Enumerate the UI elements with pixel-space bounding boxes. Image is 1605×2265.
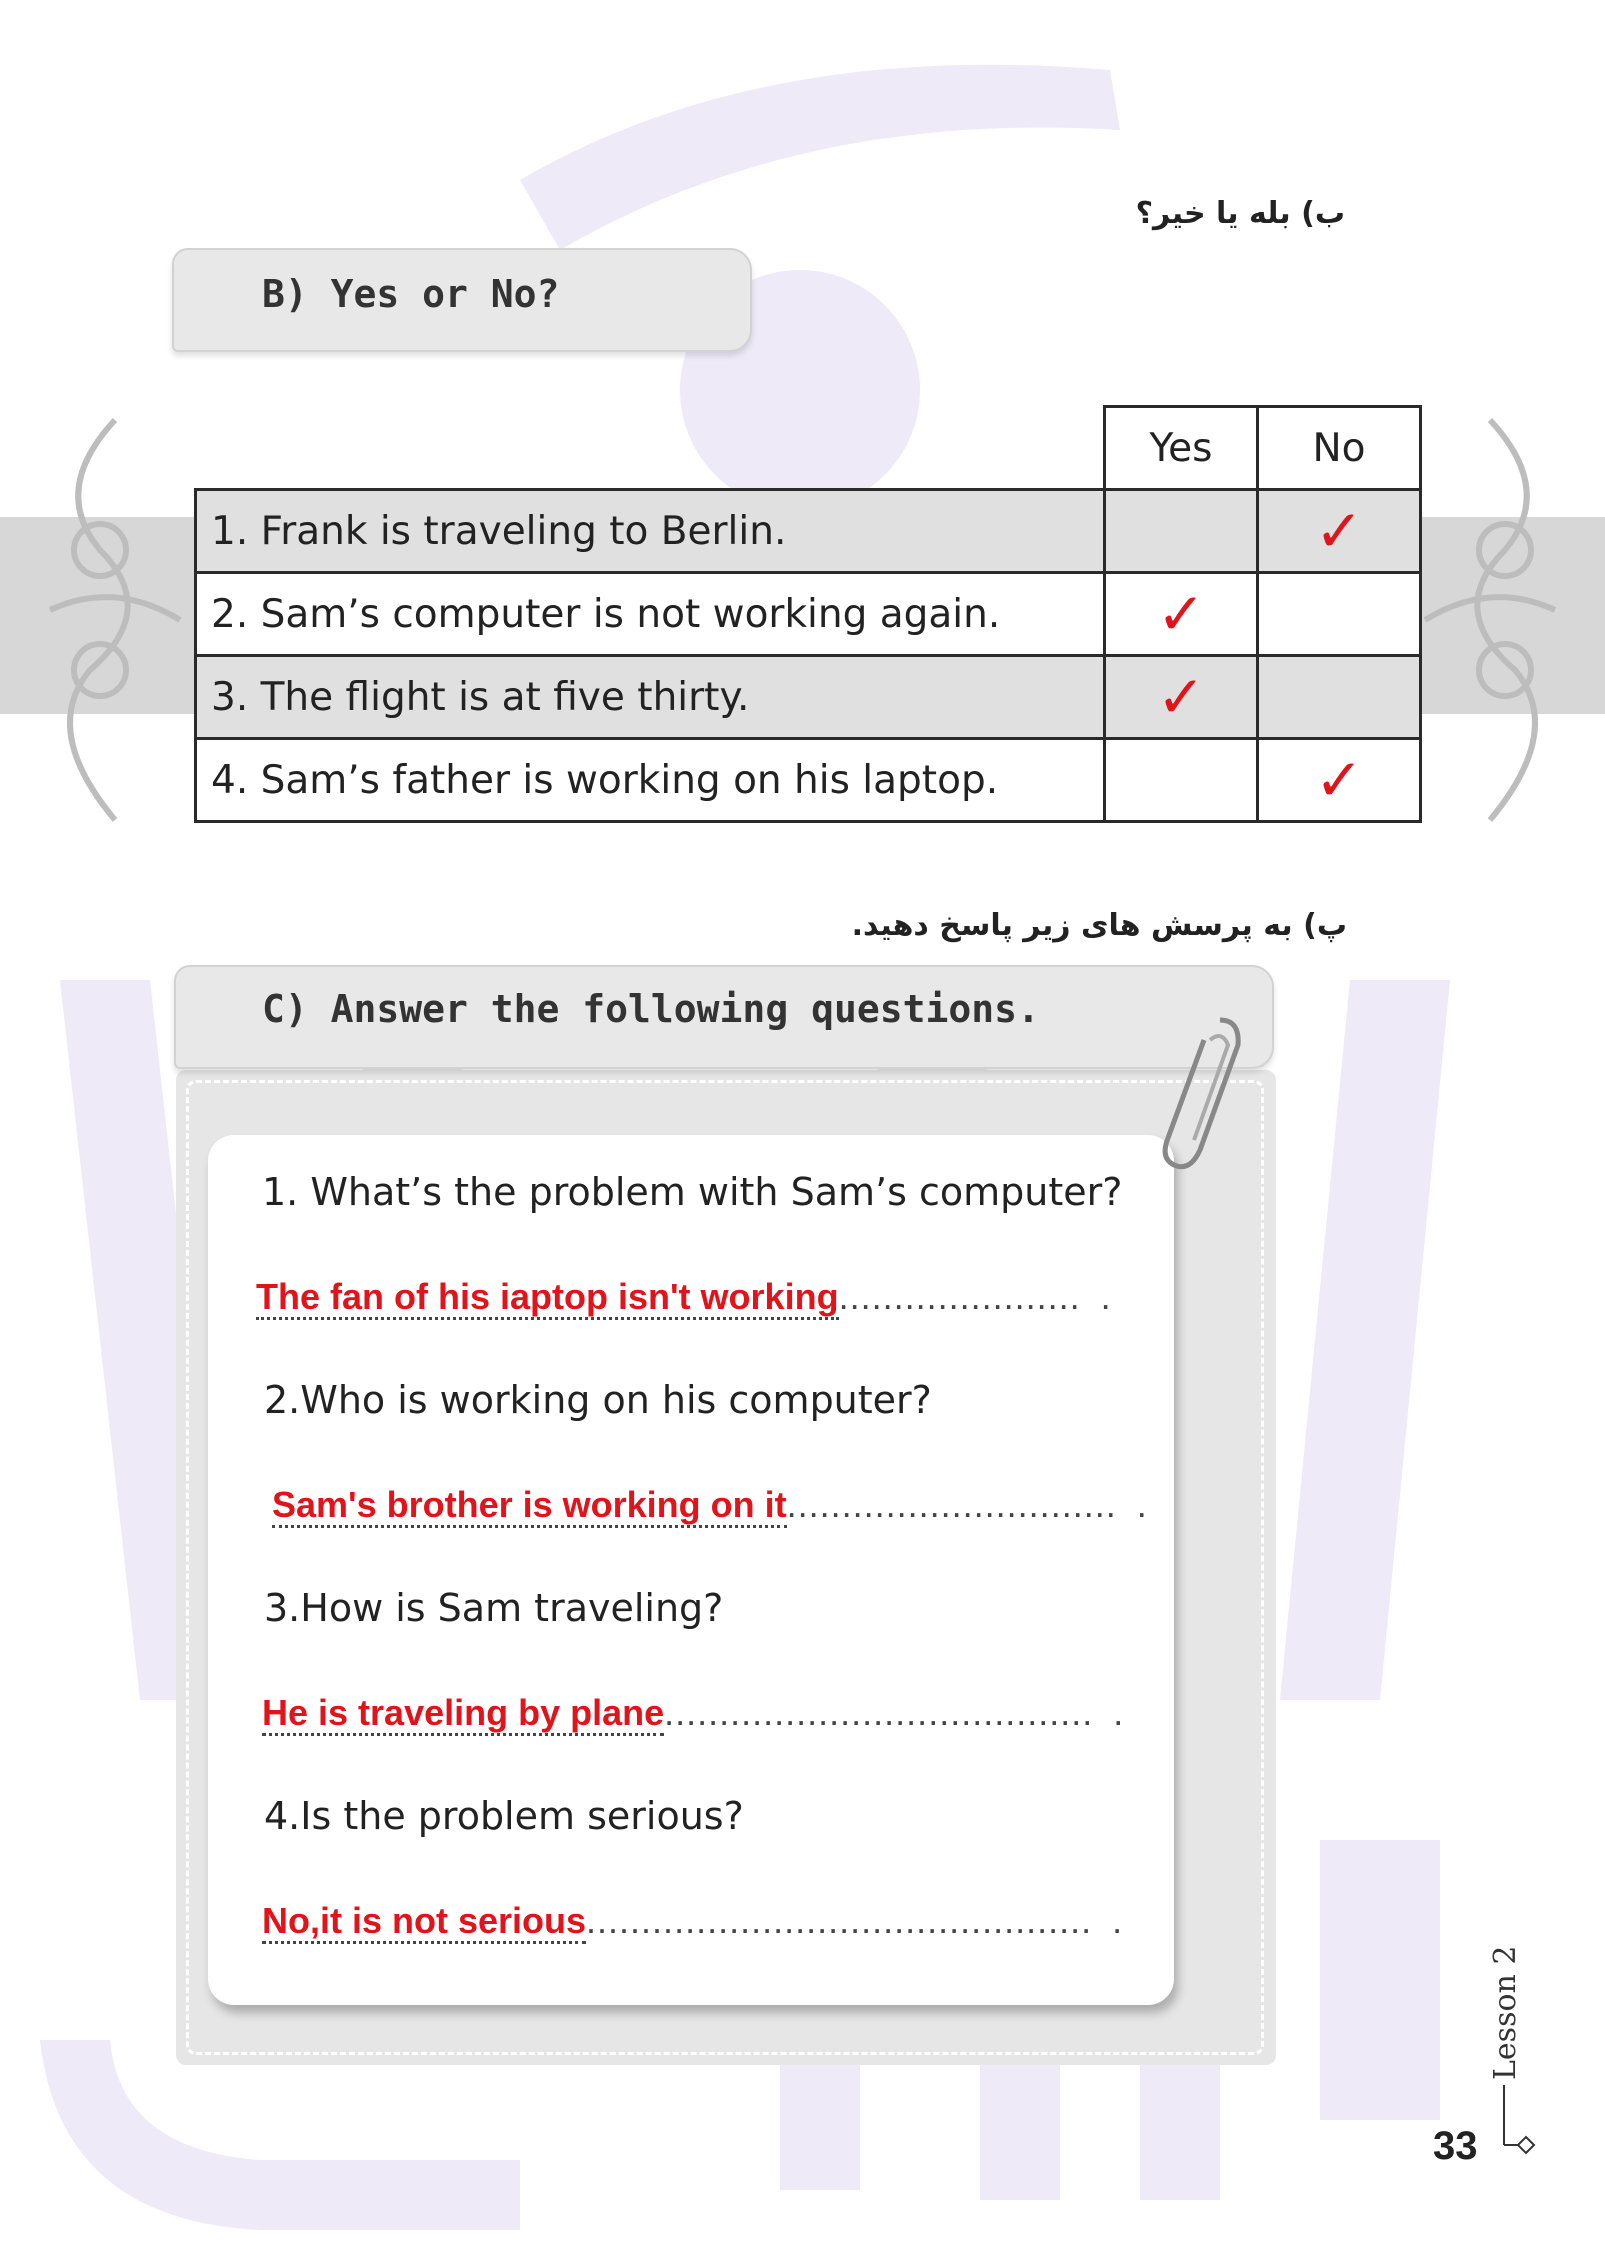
diamond-pointer-icon — [1498, 2085, 1538, 2175]
statement-2: 2. Sam’s computer is not working again. — [196, 573, 1105, 656]
section-c-tab — [174, 965, 1274, 1069]
answer-line-3: He is traveling by plane....................................... . — [262, 1692, 1124, 1734]
page-number: 33 — [1433, 2124, 1478, 2168]
table-row — [196, 656, 1421, 739]
paperclip-icon — [1160, 1000, 1250, 1180]
table-row — [196, 573, 1421, 656]
check-icon: ✓ — [1156, 579, 1206, 648]
question-1: 1. What’s the problem with Sam’s computer? — [262, 1170, 1123, 1214]
question-4: 4.Is the problem serious? — [264, 1794, 744, 1838]
check-icon: ✓ — [1314, 745, 1364, 814]
question-2: 2.Who is working on his computer? — [264, 1378, 932, 1422]
right-ornament-icon — [1405, 410, 1575, 830]
answer-line-2: Sam's brother is working on it.............................. . — [272, 1484, 1148, 1526]
answer-4: No,it is not serious — [262, 1900, 586, 1944]
section-c-title: C) Answer the following questions. — [262, 987, 1040, 1031]
table-row — [196, 490, 1421, 573]
statement-3: 3. The flight is at five thirty. — [196, 656, 1105, 739]
answer-1: The fan of his iaptop isn't working — [256, 1276, 839, 1320]
answer-line-4: No,it is not serious.............................................. . — [262, 1900, 1123, 1942]
section-b-persian-heading: ب) بله یا خیر؟ — [1135, 196, 1345, 231]
answer-2: Sam's brother is working on it — [272, 1484, 787, 1528]
section-c-persian-heading: پ) به پرسش های زیر پاسخ دهید. — [851, 908, 1347, 943]
column-no: No — [1258, 407, 1421, 490]
yes-no-table — [194, 405, 1422, 823]
statement-4: 4. Sam’s father is working on his laptop. — [196, 739, 1105, 822]
answer-card — [208, 1135, 1174, 2005]
lesson-label: Lesson 2 — [1488, 1945, 1523, 2080]
answer-3: He is traveling by plane — [262, 1692, 664, 1736]
section-b-title: B) Yes or No? — [262, 272, 560, 316]
statement-1: 1. Frank is traveling to Berlin. — [196, 490, 1105, 573]
section-b-tab — [172, 248, 752, 352]
table-row — [196, 739, 1421, 822]
check-icon: ✓ — [1156, 662, 1206, 731]
check-icon: ✓ — [1314, 496, 1364, 565]
left-ornament-icon — [30, 410, 200, 830]
question-3: 3.How is Sam traveling? — [264, 1586, 724, 1630]
column-yes: Yes — [1105, 407, 1258, 490]
answer-line-1: The fan of his iaptop isn't working...................... . — [256, 1276, 1112, 1318]
